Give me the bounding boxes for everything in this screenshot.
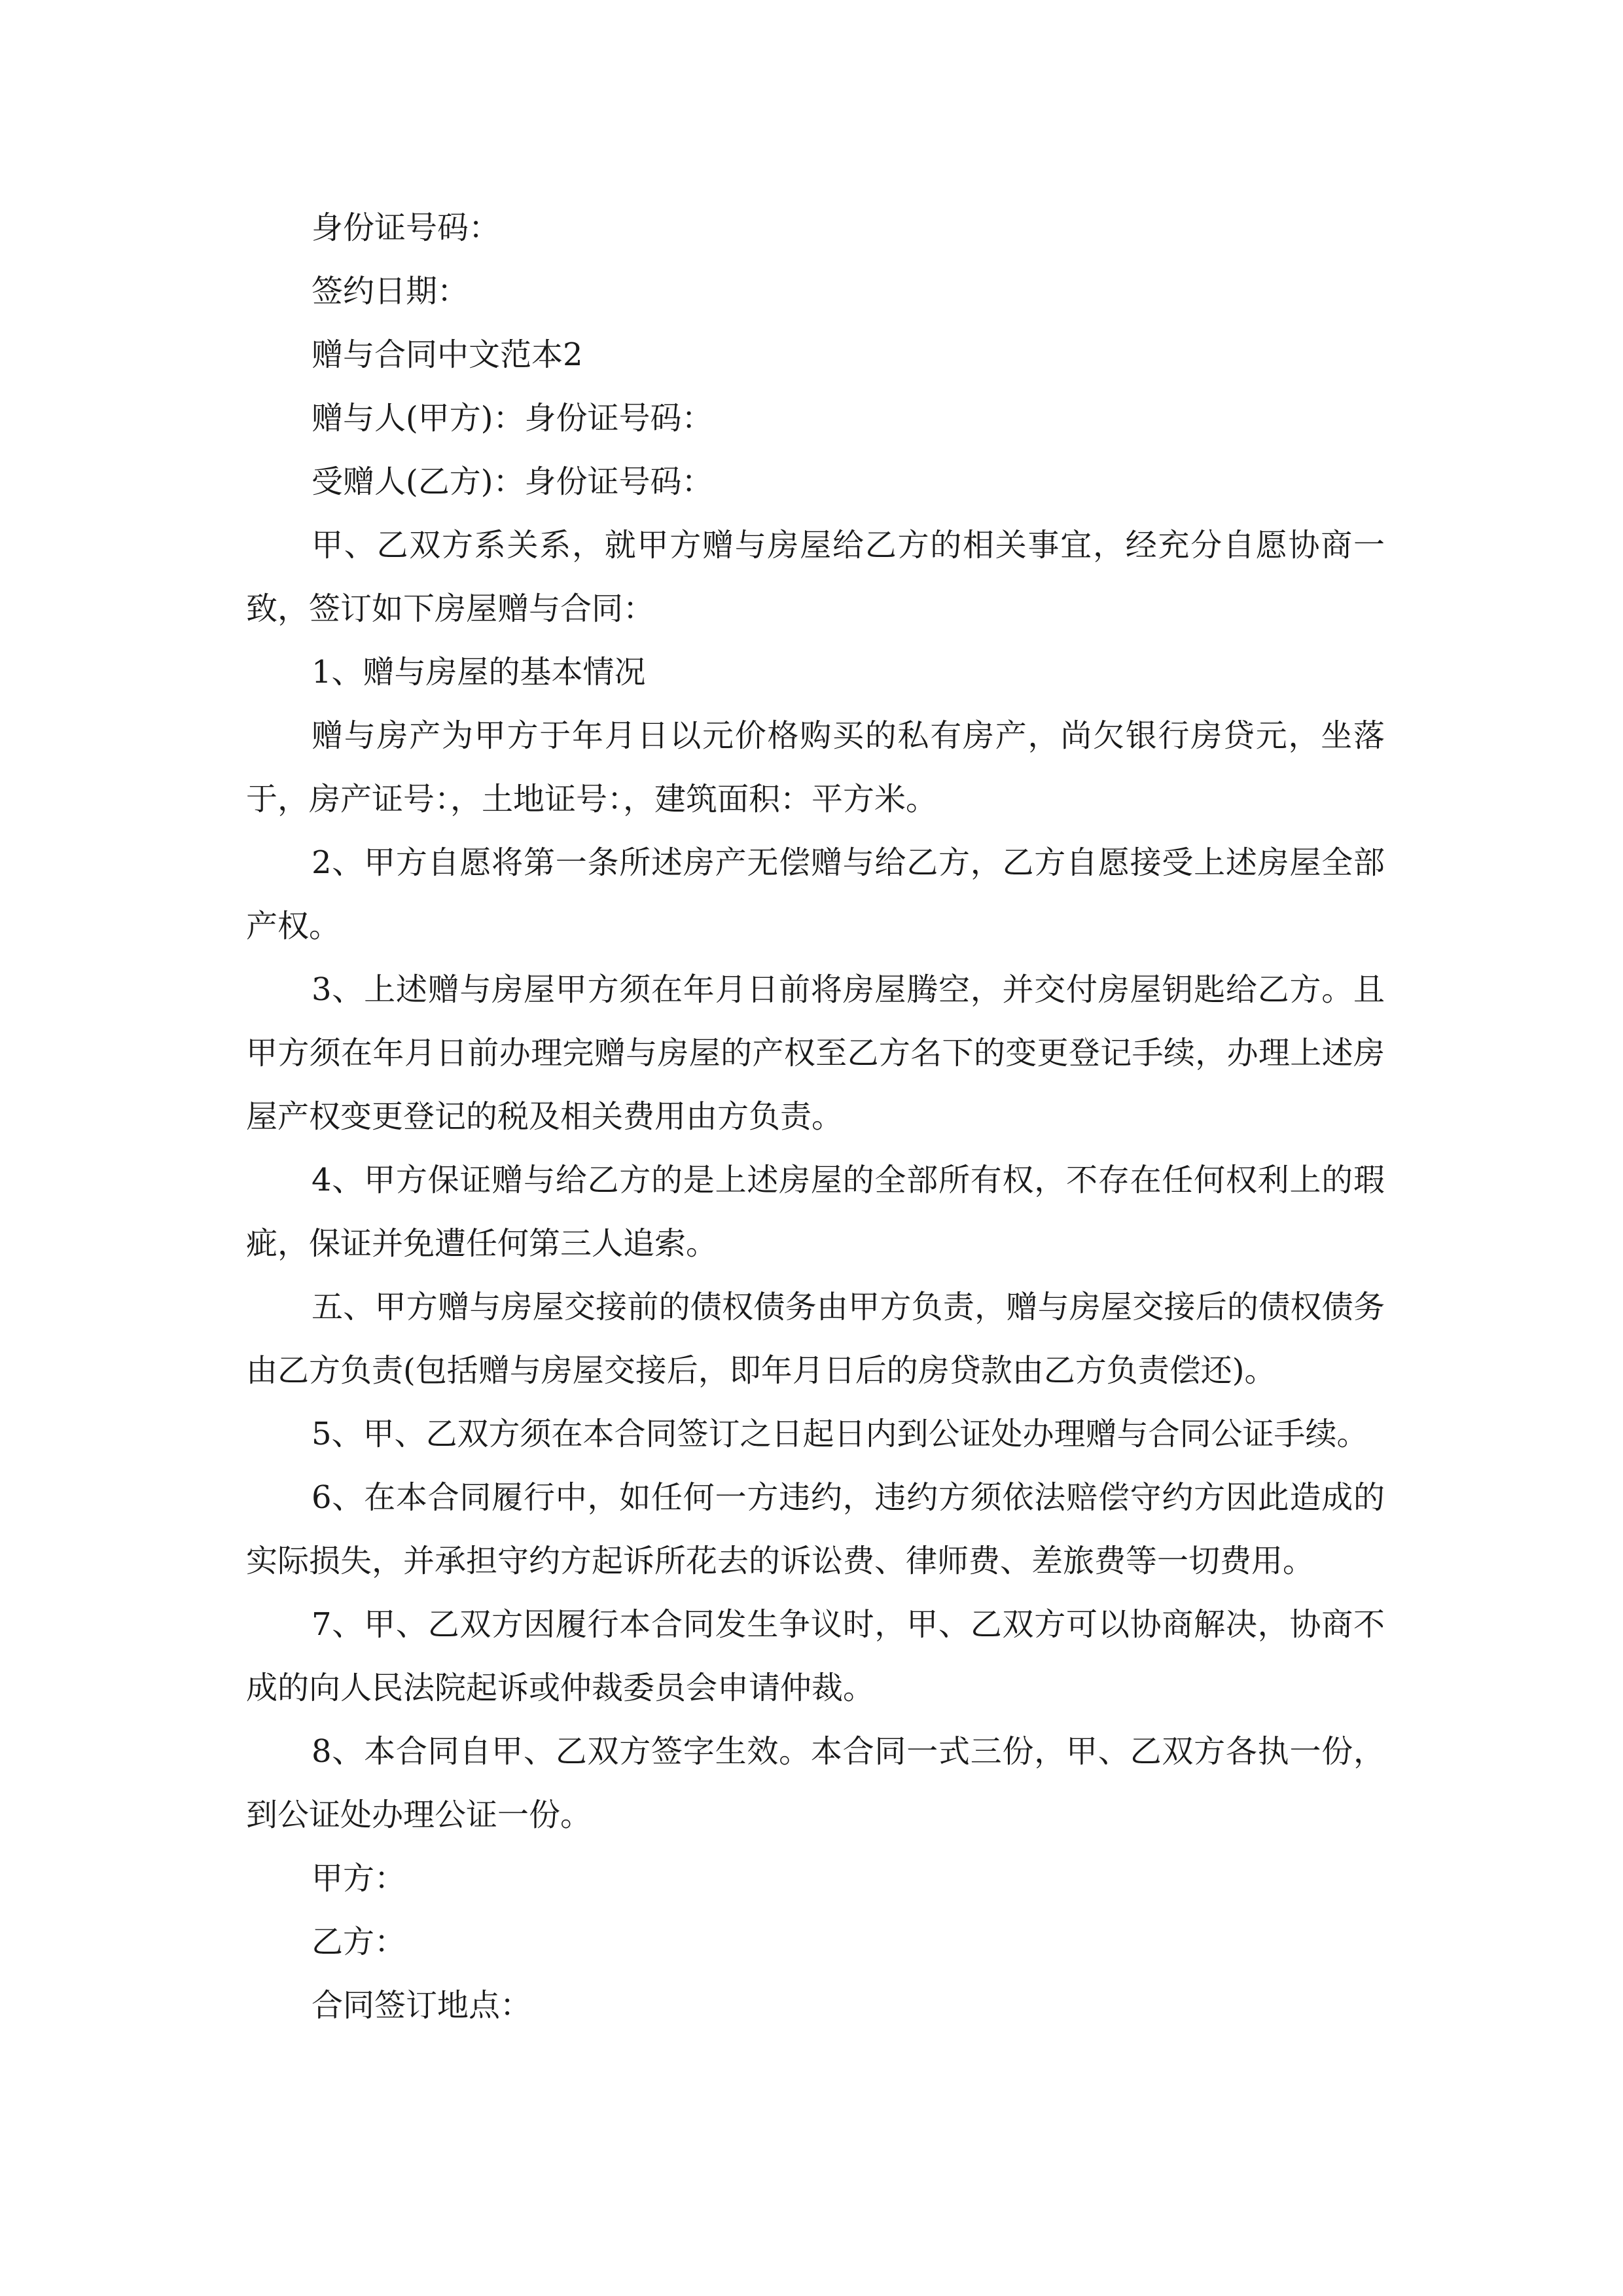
donor-line: 赠与人(甲方)：身份证号码： [312,400,713,437]
clause-6: 6、在本合同履行中，如任何一方违约，违约方须依法赔偿守约方因此造成的实际损失，并承担守约方起诉所花去的诉讼费、律师费、差旅费等一切费用。 [246,1479,1385,1579]
clause-4: 4、甲方保证赠与给乙方的是上述房屋的全部所有权，不存在任何权利上的瑕疵，保证并免遭任何第三人追索。 [246,1162,1385,1262]
clause-five: 五、甲方赠与房屋交接前的债权债务由甲方负责，赠与房屋交接后的债权债务由乙方负责(包括赠与房屋交接后，即年月日后的房贷款由乙方负责偿还)。 [246,1289,1385,1389]
clause-1-heading: 1、赠与房屋的基本情况 [312,654,646,691]
clause-5: 5、甲、乙双方须在本合同签订之日起日内到公证处办理赠与合同公证手续。 [312,1416,1368,1452]
clause-3: 3、上述赠与房屋甲方须在年月日前将房屋腾空，并交付房屋钥匙给乙方。且甲方须在年月日前办理完赠与房屋的产权至乙方名下的变更登记手续，办理上述房屋产权变更登记的税及相关费用由方负责。 [246,971,1385,1135]
clause-7: 7、甲、乙双方因履行本合同发生争议时，甲、乙双方可以协商解决，协商不成的向人民法院起诉或仲裁委员会申请仲裁。 [246,1606,1385,1706]
clause-2: 2、甲方自愿将第一条所述房产无偿赠与给乙方，乙方自愿接受上述房屋全部产权。 [246,844,1385,944]
signing-date-line: 签约日期： [312,273,469,310]
signing-place-line: 合同签订地点： [312,1987,532,2024]
preamble-paragraph: 甲、乙双方系关系，就甲方赠与房屋给乙方的相关事宜，经充分自愿协商一致，签订如下房屋赠与合同： [246,527,1385,627]
contract-title: 赠与合同中文范本2 [312,336,583,373]
document-body [246,196,1385,2037]
donee-line: 受赠人(乙方)：身份证号码： [312,463,713,500]
party-a-signature-line: 甲方： [312,1860,406,1897]
clause-8: 8、本合同自甲、乙双方签字生效。本合同一式三份，甲、乙双方各执一份，到公证处办理公证一份。 [246,1733,1385,1833]
clause-1-body: 赠与房产为甲方于年月日以元价格购买的私有房产，尚欠银行房贷元，坐落于，房产证号：，土地证号：，建筑面积：平方米。 [246,717,1385,817]
id-number-line: 身份证号码： [312,209,501,246]
party-b-signature-line: 乙方： [312,1924,406,1960]
